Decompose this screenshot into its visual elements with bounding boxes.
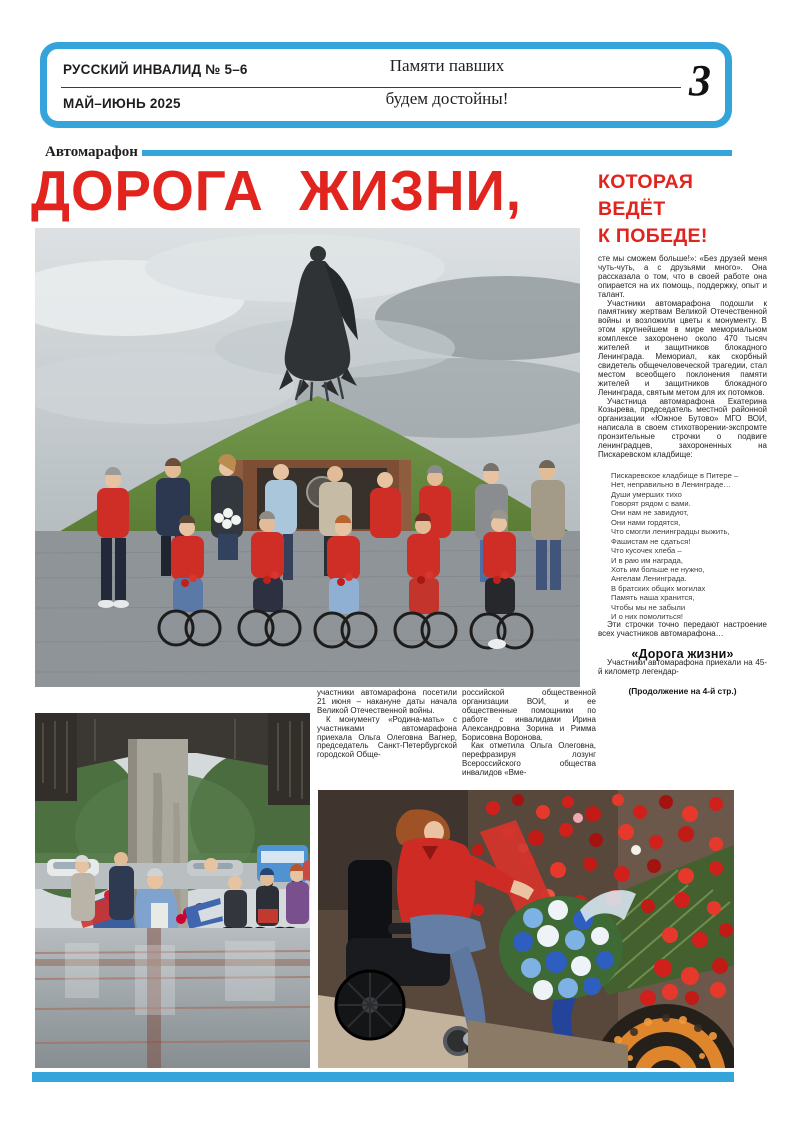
article-column-right [598, 255, 767, 696]
column-right-paragraphs [598, 255, 767, 460]
after-poem-paragraph: Эти строчки точно передают настроение всех участников автомарафона… [598, 620, 767, 639]
poem-line: Они нам не завидуют, [611, 508, 689, 518]
bottom-left-photo-image [35, 713, 310, 1068]
motto-line-2: будем достойны! [385, 89, 509, 108]
paragraph: Как отметила Ольга Олеговна, перефразируя лозунг Всероссийского общества инвалидов «Вме- [462, 741, 596, 778]
poem-line: Говорят рядом с вами. [611, 499, 691, 509]
paragraph: К монументу «Родина-мать» с участниками автомарафона приехала Ольга Олеговна Вагнер, председатель Санкт-Петербургской городской Обще- [317, 714, 457, 760]
paragraph: российской общественной организации ВОИ, и ее общественные помощники по работе с инвалидами Ирина Александровна Зорина и Римма Борисовна Воронова. [462, 688, 596, 742]
poem-line: Хоть им больше не нужно, [611, 564, 705, 574]
poem [611, 471, 767, 622]
bottom-accent-bar [32, 1072, 734, 1082]
subhead-paragraph: Участники автомарафона приехали на 45-й километр легендар- [598, 658, 767, 676]
section-kicker: Автомарафон [45, 144, 138, 160]
poem-line: И в раю им награда, [611, 555, 683, 565]
poem-line: Пискаревское кладбище в Питере – [611, 470, 739, 480]
poem-line: Что смогли ленинградцы выжить, [611, 527, 730, 537]
page-number: 3 [689, 56, 711, 105]
bottom-right-photo-image [318, 790, 734, 1068]
article-column-mid [462, 689, 596, 778]
headline-sub-line: ВЕДЁТ [598, 198, 666, 220]
motto-line-1: Памяти павших [389, 56, 505, 75]
headline-main: ДОРОГА ЖИЗНИ, [31, 159, 522, 223]
poem-line: Что кусочек хлеба – [611, 546, 682, 556]
poem-line: Нет, неправильно в Ленинграде… [611, 480, 731, 490]
kicker-rule [142, 150, 732, 156]
edition-title: РУССКИЙ ИНВАЛИД № 5–6 [63, 62, 248, 77]
masthead [40, 42, 732, 128]
continuation-note: (Продолжение на 4-й стр.) [628, 685, 737, 696]
headline-sub-line: КОТОРАЯ [598, 171, 694, 193]
poem-line: Души умерших тихо [611, 489, 682, 499]
paragraph: сте мы сможем больше!»: «Без друзей меня чуть-чуть, а с друзьями много». Она рассказала о том, что в своей работе она опирается на их помощь, поддержку, опыт и талант. [598, 254, 767, 299]
poem-line: И о них помолиться! [611, 611, 683, 621]
subhead-doroga-zhizni: «Дорога жизни» [631, 647, 734, 662]
paragraph: Участница автомарафона Екатерина Козырева, председатель местной районной организации «Южное Бутово» МГО ВОИ, написала в своем стихотворении-экспромте пронзительные строчки о подвиге ленинградцев, захороненных на Пискаревском кладбище: [598, 396, 767, 459]
bottom-right-photo [318, 790, 734, 1068]
poem-line: В братских общих могилах [611, 583, 706, 593]
article-column-left [317, 689, 457, 760]
main-photo [35, 228, 580, 687]
paragraph: Участники автомарафона подошли к памятнику жертвам Великой Отечественной войны и возложили цветы к монументу. В этом крупнейшем в мире мемориальном комплексе захоронено около 470 тысяч жителей и защитников блокадного Ленинграда. Мемориал, как скорбный свидетель общечеловеческой трагедии, стал местом всеобщего поклонения памяти жителей и защитников блокадного Ленинграда, святым метом для их потомков. [598, 298, 767, 397]
main-photo-image [35, 228, 580, 687]
poem-line: Память наша хранится, [611, 593, 695, 603]
headline-sub [598, 169, 708, 250]
poem-line: Они нами гордятся, [611, 517, 681, 527]
paragraph: участники автомарафона посетили 21 июня – накануне даты начала Великой Отечественной войны. [317, 688, 457, 715]
headline-sub-line: К ПОБЕДЕ! [598, 225, 708, 247]
bottom-left-photo [35, 713, 310, 1068]
poem-line: Фашистам не сдаться! [611, 536, 691, 546]
poem-line: Ангелам Ленинграда. [611, 574, 687, 584]
edition-date: МАЙ–ИЮНЬ 2025 [63, 96, 181, 111]
poem-line: Чтобы мы не забыли [611, 602, 686, 612]
masthead-motto [297, 53, 597, 119]
